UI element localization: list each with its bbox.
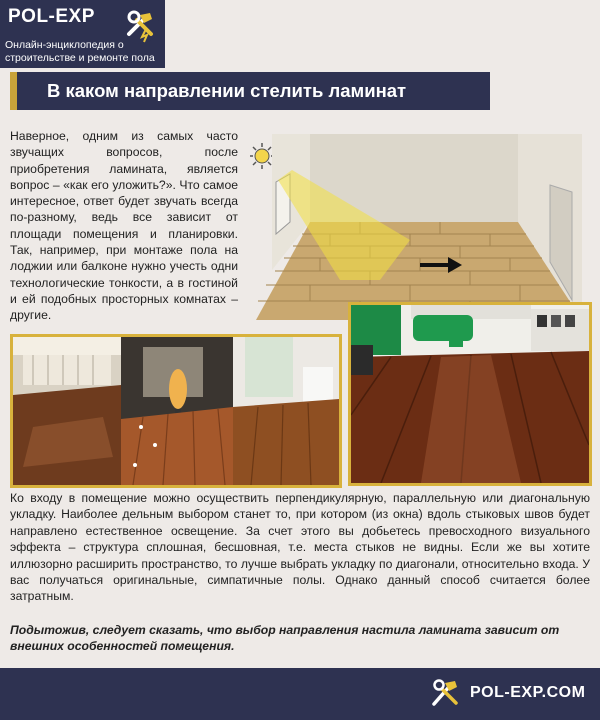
- intro-paragraph: Наверное, одним из самых часто звучащих вопросов, после приобретения ламината, является вопрос – «как его уложить?». Что самое интересное, ответ будет звучать всегда по-разному, ведь все зависит от площади помещения и планировки. Так, например, при монтаже пола на лоджии или балконе нужно учесть одни технологические тонкости, а в гостиной и ей подобных просторных комнатах – другие.: [10, 129, 238, 323]
- laminate-collage-photo: [10, 334, 342, 488]
- logo[interactable]: [0, 0, 165, 68]
- sun-icon: [250, 143, 275, 169]
- title-banner: [10, 72, 490, 110]
- room-illustration: [250, 130, 590, 330]
- hammer-wrench-icon: [428, 676, 464, 710]
- page-title: В каком направлении стелить ламинат: [47, 80, 407, 101]
- footer-site-link[interactable]: POL-EXP.COM: [470, 684, 586, 701]
- laminate-green-room-photo: [348, 302, 592, 486]
- footer: [0, 668, 600, 720]
- summary-paragraph: Подытожив, следует сказать, что выбор направления настила ламината зависит от внешних особенностей помещения.: [10, 623, 560, 654]
- body-paragraph: Ко входу в помещение можно осуществить перпендикулярную, параллельную или диагональную укладку. Наиболее дельным выбором станет то, при котором (из окна) вдоль стыковых швов будет направлено естественное освещение. За счет этого вы добьетесь превосходного визуального эффекта – структура сплошная, бесшовная, т.е. места стыков не видны. Если же вы хотите иллюзорно расширить пространство, то лучше выбрать укладку по диагонали, относительно входа. У вас получаться оригинальные, симпатичные полы. Однако данный способ считается более затратным.: [10, 491, 590, 604]
- logo-tagline: Онлайн-энциклопедия о строительстве и ремонте пола: [5, 39, 155, 64]
- logo-name: POL-EXP: [8, 6, 95, 27]
